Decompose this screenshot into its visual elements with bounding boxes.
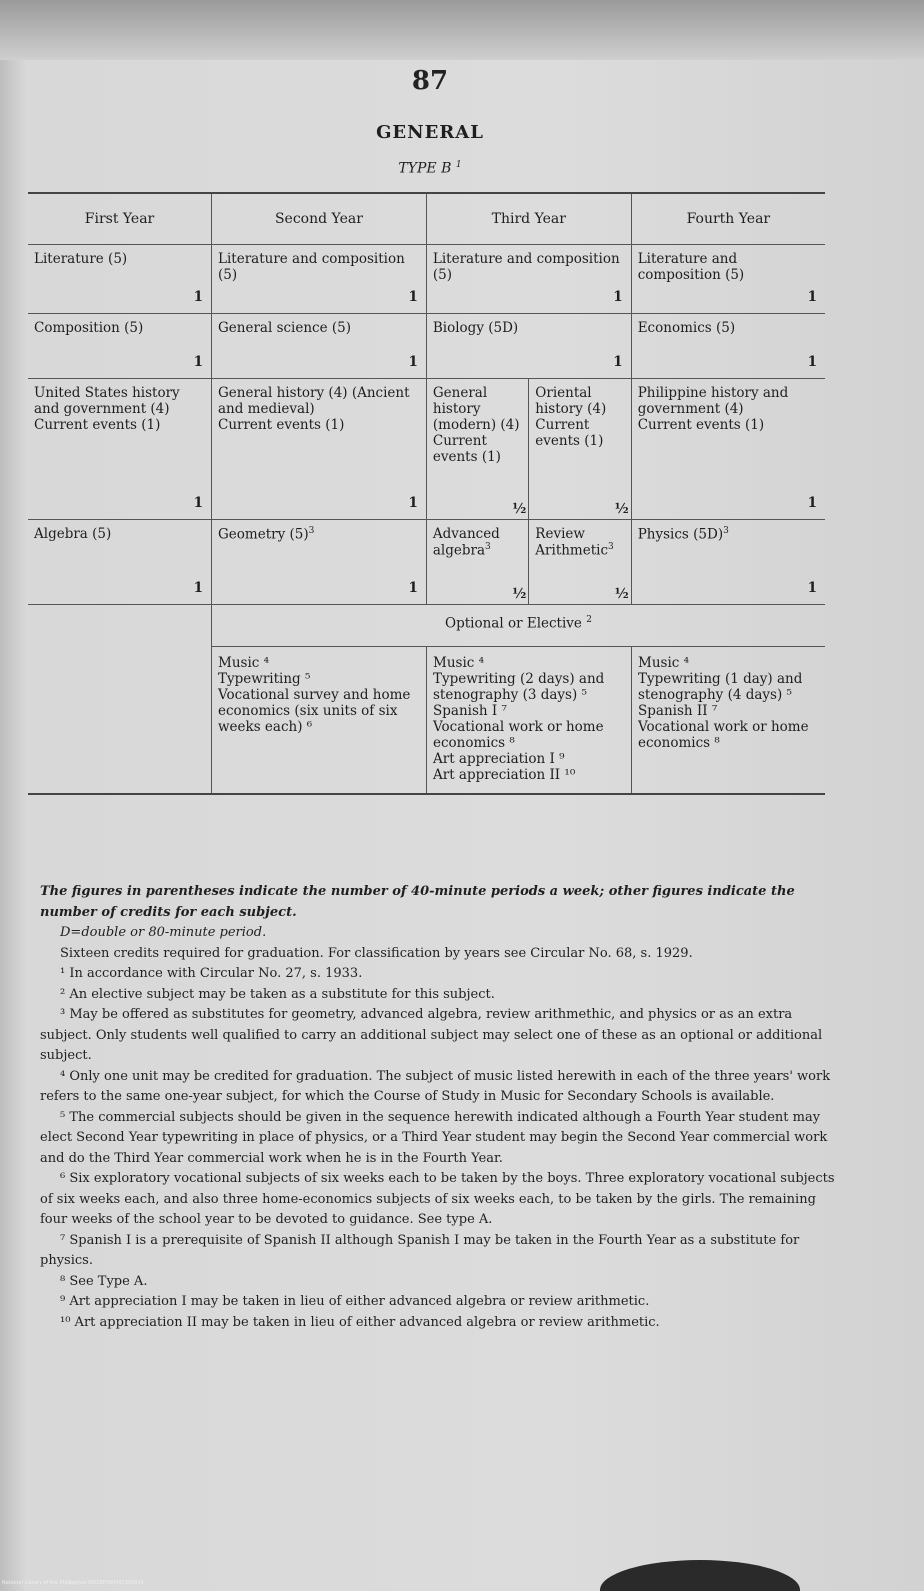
subject: Advanced algebra [432, 526, 500, 559]
subject: General science (5) [218, 320, 352, 336]
footnote-8: ⁸ See Type A. [60, 1273, 148, 1289]
list-item: Vocational survey and home economics (six units of six weeks each) ⁶ [218, 686, 411, 735]
credit: ½ [512, 501, 527, 517]
page-title: GENERAL [376, 122, 484, 143]
list-item: Typewriting ⁵ [218, 670, 311, 687]
subject: Biology (5D) [432, 320, 519, 336]
credit: 1 [408, 495, 418, 511]
subject: Literature and composition (5) [432, 251, 620, 283]
footnote-4: ⁴ Only one unit may be credited for graduation. The subject of music listed herewith in each of the three years' work refers to the same one-year subject, for which the Course of Study in Music for Secondary Schools is available. [40, 1068, 831, 1104]
subject: Economics (5) [637, 320, 736, 336]
elective-row [28, 605, 825, 794]
list-item: Music ⁴ [638, 654, 690, 671]
credit: ½ [614, 501, 629, 517]
subject: General history (modern) (4) [432, 385, 520, 433]
subject: Current events (1) [432, 433, 501, 465]
footnote-1: ¹ In accordance with Circular No. 27, s. 1933. [60, 966, 363, 981]
credit: ½ [512, 586, 527, 602]
header-third-year: Third Year [426, 193, 631, 245]
subject: Current events (1) [218, 417, 345, 433]
intro-note: The figures in parentheses indicate the number of 40-minute periods a week; other figures indicate the number of credits for each subject. [40, 884, 795, 920]
subject: Philippine history and government (4) [637, 385, 789, 417]
list-item: Art appreciation II ¹⁰ [433, 766, 576, 783]
table-row: Algebra (5) 1 Geometry $(5)^3$ 1 Advanced algebra$^3$ ½ Review Arithmetic$^3$ ½ Physics $(5D)^3$ 1 [28, 520, 825, 605]
table-row [28, 314, 825, 379]
electives-second-year [212, 647, 427, 793]
subject: Review Arithmetic [535, 526, 609, 559]
header-first-year: First Year [28, 193, 212, 245]
credit: 1 [807, 289, 817, 305]
subject: Composition (5) [34, 320, 144, 336]
optional-elective-label: Optional or Elective $^2$ [212, 605, 825, 647]
list-item: Music ⁴ [218, 654, 270, 671]
footnote-9: ⁹ Art appreciation I may be taken in lieu of either advanced algebra or review arithmetic. [60, 1294, 650, 1309]
subject: Literature and composition (5) [218, 251, 405, 283]
subject: United States history and government (4) [34, 385, 180, 417]
footnote-6: ⁶ Six exploratory vocational subjects of six weeks each to be taken by the boys. Three exploratory vocational subjects of six weeks each, and also three home-economics subjects of six weeks each, to be taken by the girls. The remaining four weeks of the school year to be devoted to guidance. See type A. [40, 1171, 835, 1227]
credit: 1 [193, 580, 203, 596]
footnotes [40, 882, 840, 1333]
scan-edge [0, 0, 924, 60]
subject: Current events (1) [34, 417, 161, 433]
credit: 1 [193, 289, 203, 305]
credit: 1 [408, 580, 418, 596]
subject: Current events (1) [535, 417, 604, 449]
subject: Current events (1) [637, 417, 765, 433]
subject: Physics (5D) [637, 526, 724, 543]
credit: ½ [614, 586, 629, 602]
subject: General history (4) (Ancient and medieval) [218, 385, 410, 417]
page-number: 87 [411, 66, 449, 96]
subject: Literature and composition (5) [637, 251, 745, 283]
list-item: Spanish II ⁷ [638, 702, 718, 719]
credit: 1 [807, 495, 817, 511]
header-fourth-year: Fourth Year [686, 211, 771, 227]
list-item: Spanish I ⁷ [433, 702, 507, 719]
credits-note: Sixteen credits required for graduation. For classification by years see Circular No. 68, s. 1929. [60, 945, 693, 961]
subject: Geometry (5) [218, 526, 309, 543]
list-item: Vocational work or home economics ⁸ [638, 718, 809, 751]
library-footer: National Library of the Philippines DO2BP000491300914 [2, 1580, 144, 1586]
credit: 1 [408, 354, 418, 370]
table-header-row [28, 193, 825, 245]
double-period-note: D=double or 80-minute period. [60, 925, 267, 940]
credit: 1 [193, 354, 203, 370]
table-row [28, 245, 825, 314]
scan-shadow [600, 1560, 800, 1591]
credit: 1 [193, 495, 203, 511]
credit: 1 [807, 580, 817, 596]
page-subtitle: TYPE B $^1$ [398, 160, 462, 177]
credit: 1 [613, 289, 623, 305]
list-item: Vocational work or home economics ⁸ [433, 718, 604, 751]
footnote-5: ⁵ The commercial subjects should be given in the sequence herewith indicated although a Fourth Year student may elect Second Year typewriting in place of physics, or a Third Year student may begin the Second Year commercial work and do the Third Year commercial work when he is in the Fourth Year. [40, 1109, 828, 1166]
electives-third-year [427, 647, 632, 793]
list-item: Art appreciation I ⁹ [433, 750, 565, 767]
credit: 1 [408, 289, 418, 305]
credit: 1 [807, 354, 817, 370]
list-item: Typewriting (2 days) and stenography (3 days) ⁵ [433, 670, 605, 703]
list-item: Music ⁴ [433, 654, 485, 671]
footnote-7: ⁷ Spanish I is a prerequisite of Spanish II although Spanish I may be taken in the Fourth Year as a substitute for physics. [40, 1232, 800, 1268]
list-item: Typewriting (1 day) and stenography (4 days) ⁵ [638, 670, 803, 703]
footnote-3: ³ May be offered as substitutes for geometry, advanced algebra, review arithmethic, and physics or as an extra subject. Only students well qualified to carry an additional subject may select one of these as an optional or additional subject. [40, 1007, 823, 1063]
credit: 1 [613, 354, 623, 370]
table-row [28, 379, 825, 520]
subject: Algebra (5) [34, 526, 112, 542]
header-second-year: Second Year [212, 193, 427, 245]
curriculum-table [28, 192, 825, 795]
subject: Oriental history (4) [535, 385, 607, 417]
subject: Literature (5) [34, 251, 128, 267]
footnote-10: ¹⁰ Art appreciation II may be taken in lieu of either advanced algebra or review arithmetic. [60, 1314, 660, 1330]
footnote-2: ² An elective subject may be taken as a substitute for this subject. [60, 986, 495, 1002]
electives-fourth-year [632, 647, 825, 793]
